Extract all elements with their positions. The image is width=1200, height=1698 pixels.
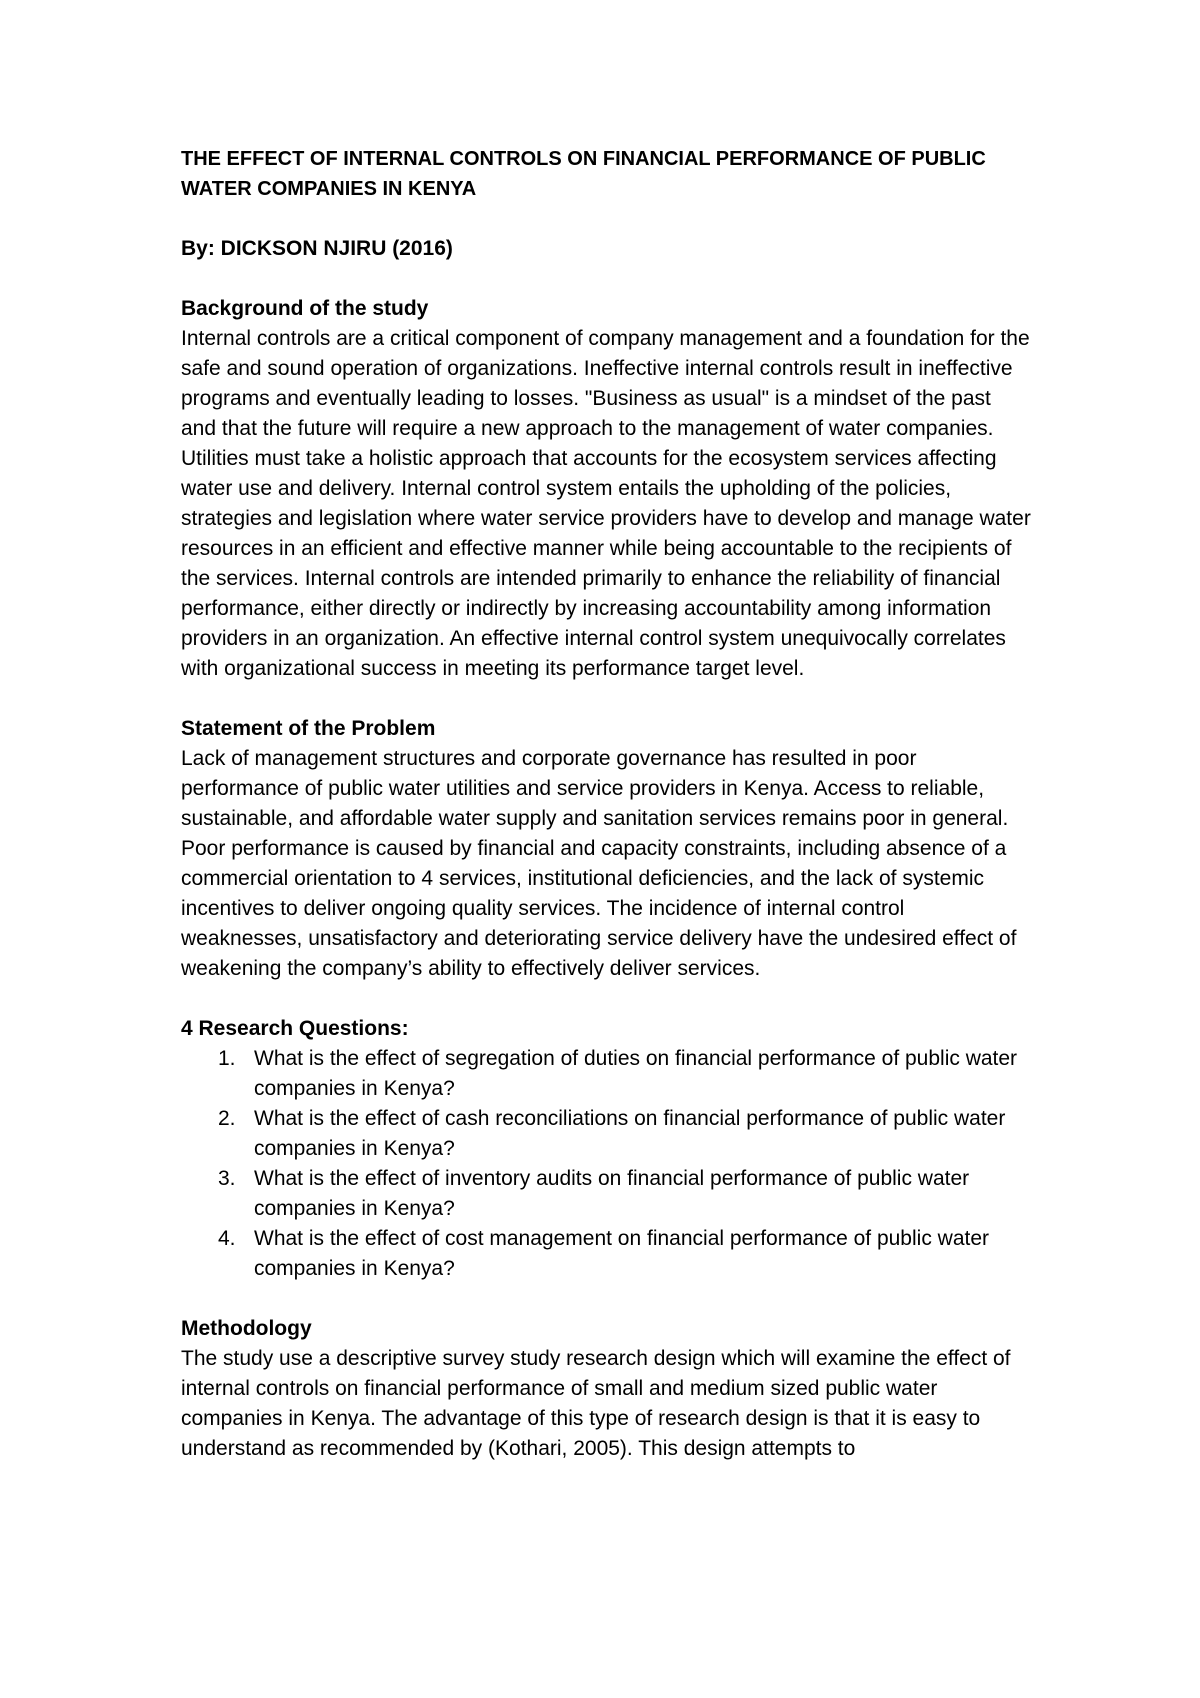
questions-heading: 4 Research Questions:	[181, 1017, 409, 1040]
questions-section	[181, 1014, 1031, 1284]
question-text: What is the effect of cost management on financial performance of public water companies in Kenya?	[254, 1227, 989, 1280]
question-number: 3.	[218, 1167, 236, 1190]
background-section	[181, 294, 1031, 684]
problem-section	[181, 714, 1031, 984]
question-text: What is the effect of inventory audits on financial performance of public water companies in Kenya?	[254, 1167, 970, 1220]
question-text: What is the effect of cash reconciliations on financial performance of public water companies in Kenya?	[254, 1107, 1006, 1160]
list-item	[181, 1044, 1031, 1104]
list-item	[181, 1104, 1031, 1164]
background-paragraph: Internal controls are a critical component of company management and a foundation for the safe and sound operation of organizations. Ineffective internal controls result in ineffective programs and eventually leading to losses. "Business as usual" is a mindset of the past and that the future will require a new approach to the management of water companies. Utilities must take a holistic approach that accounts for the ecosystem services affecting water use and delivery. Internal control system entails the upholding of the policies, strategies and legislation where water service providers have to develop and manage water resources in an efficient and effective manner while being accountable to the recipients of the services. Internal controls are intended primarily to enhance the reliability of financial performance, either directly or indirectly by increasing accountability among information providers in an organization. An effective internal control system unequivocally correlates with organizational success in meeting its performance target level.	[181, 327, 1031, 680]
list-item	[181, 1164, 1031, 1224]
methodology-heading: Methodology	[181, 1317, 312, 1340]
methodology-paragraph: The study use a descriptive survey study research design which will examine the effect of internal controls on financial performance of small and medium sized public water companies in Kenya. The advantage of this type of research design is that it is easy to understand as recommended by (Kothari, 2005). This design attempts to	[181, 1347, 1011, 1460]
problem-paragraph: Lack of management structures and corporate governance has resulted in poor performance of public water utilities and service providers in Kenya. Access to reliable, sustainable, and affordable water supply and sanitation services remains poor in general. Poor performance is caused by financial and capacity constraints, including absence of a commercial orientation to 4 services, institutional deficiencies, and the lack of systemic incentives to deliver ongoing quality services. The incidence of internal control weaknesses, unsatisfactory and deteriorating service delivery have the undesired effect of weakening the company’s ability to effectively deliver services.	[181, 747, 1017, 980]
question-number: 2.	[218, 1107, 236, 1130]
question-text: What is the effect of segregation of duties on financial performance of public water companies in Kenya?	[254, 1047, 1018, 1100]
problem-heading: Statement of the Problem	[181, 717, 436, 740]
research-questions-list	[181, 1044, 1031, 1284]
author-byline: By: DICKSON NJIRU (2016)	[181, 237, 453, 260]
background-heading: Background of the study	[181, 297, 429, 320]
methodology-section	[181, 1314, 1031, 1464]
list-item	[181, 1224, 1031, 1284]
document-title: THE EFFECT OF INTERNAL CONTROLS ON FINANCIAL PERFORMANCE OF PUBLIC WATER COMPANIES IN KENYA	[181, 148, 986, 200]
question-number: 1.	[218, 1047, 236, 1070]
document-page	[181, 144, 1031, 1464]
question-number: 4.	[218, 1227, 236, 1250]
